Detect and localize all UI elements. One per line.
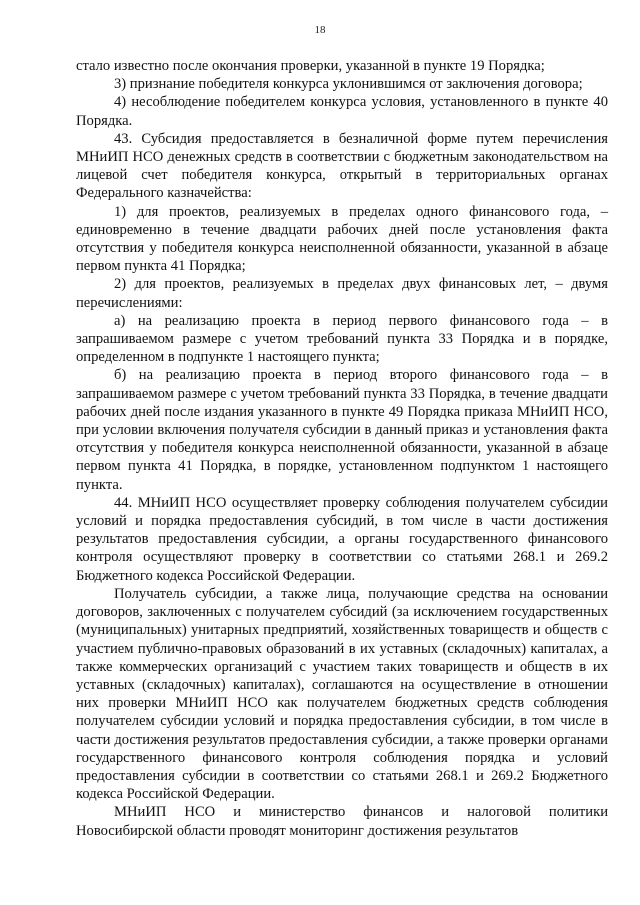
paragraph: Получатель субсидии, а также лица, получающие средства на основании договоров, заключенных с получателем субсидий (за исключением государственных (муниципальных) унитарных предприятий, хозяйственных товариществ и обществ с участием публично-правовых образований в их уставных (складочных) капиталах, а также коммерческих организаций с участием таких товариществ и обществ в их уставных (складочных) капиталах), соглашаются на осуществление в отношении них проверки МНиИП НСО как получателем бюджетных средств соблюдения получателем субсидии условий и порядка предоставления субсидии, в том числе в части достижения результатов предоставления субсидии, а также проверки органами государственного финансового контроля соблюдения порядка и условий предоставления субсидии в соответствии со статьями 268.1 и 269.2 Бюджетного кодекса Российской Федерации. — [76, 585, 608, 803]
paragraph: 2) для проектов, реализуемых в пределах двух финансовых лет, – двумя перечислениями: — [76, 276, 608, 311]
paragraph: 3) признание победителя конкурса уклонившимся от заключения договора; — [114, 76, 583, 93]
paragraph: 1) для проектов, реализуемых в пределах одного финансового года, – единовременно в течение двадцати рабочих дней после установления факта отсутствия у победителя конкурса неисполненной обязанности, указанной в абзаце первом пункта 41 Порядка; — [76, 203, 608, 275]
paragraph: а) на реализацию проекта в период первого финансового года – в запрашиваемом размере с учетом требований пункта 33 Порядка и в порядке, определенном в подпункте 1 настоящего пункта; — [76, 312, 608, 366]
paragraph: 4) несоблюдение победителем конкурса условия, установленного в пункте 40 Порядка. — [76, 94, 608, 129]
document-body — [76, 57, 608, 840]
page-number: 18 — [314, 24, 326, 36]
paragraph: 43. Субсидия предоставляется в безналичной форме путем перечисления МНиИП НСО денежных средств в соответствии с бюджетным законодательством на лицевой счет победителя конкурса, открытый в территориальных органах Федерального казначейства: — [76, 130, 608, 202]
paragraph: стало известно после окончания проверки, указанной в пункте 19 Порядка; — [76, 58, 545, 74]
paragraph: 44. МНиИП НСО осуществляет проверку соблюдения получателем субсидии условий и порядка предоставления субсидий, в том числе в части достижения результатов предоставления субсидии, а органы государственного финансового контроля осуществляют проверку в соответствии со статьями 268.1 и 269.2 Бюджетного кодекса Российской Федерации. — [76, 494, 608, 584]
paragraph: МНиИП НСО и министерство финансов и налоговой политики Новосибирской области проводят мониторинг достижения результатов — [76, 804, 608, 839]
paragraph: б) на реализацию проекта в период второго финансового года – в запрашиваемом размере с учетом требований пункта 33 Порядка, в течение двадцати рабочих дней после издания указанного в пункте 49 Порядка приказа МНиИП НСО, при условии включения получателя субсидии в данный приказ и установления факта отсутствия у победителя конкурса неисполненной обязанности, указанной в абзаце первом пункта 41 Порядка, в порядке, установленном подпунктом 1 настоящего пункта. — [76, 367, 608, 493]
